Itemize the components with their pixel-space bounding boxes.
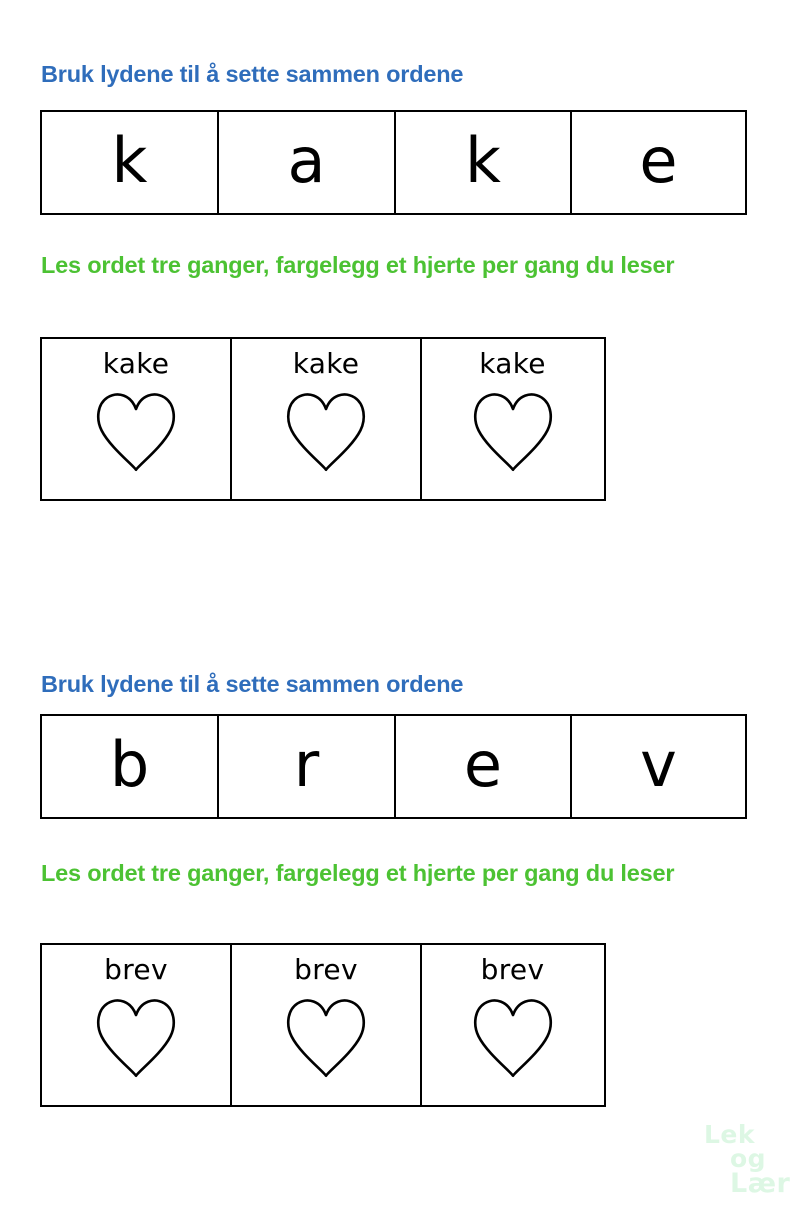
letter-cell[interactable]: r bbox=[219, 716, 396, 817]
heart-icon[interactable] bbox=[285, 996, 367, 1080]
exercise-1-letter-strip bbox=[40, 110, 747, 215]
word-heart-cell[interactable] bbox=[42, 945, 232, 1105]
heart-icon[interactable] bbox=[472, 996, 554, 1080]
word-label: brev bbox=[294, 953, 358, 986]
letter-cell[interactable]: e bbox=[396, 716, 572, 817]
heart-icon[interactable] bbox=[95, 390, 177, 474]
letter-cell[interactable]: k bbox=[42, 112, 219, 213]
heart-icon[interactable] bbox=[472, 390, 554, 474]
exercise-1-green-heading: Les ordet tre ganger, fargelegg et hjerte per gang du leser bbox=[41, 252, 675, 278]
letter-cell[interactable]: k bbox=[396, 112, 572, 213]
exercise-2-letter-strip bbox=[40, 714, 747, 819]
word-heart-cell[interactable] bbox=[422, 339, 603, 499]
word-label: kake bbox=[102, 347, 170, 380]
exercise-2-blue-heading: Bruk lydene til å sette sammen ordene bbox=[41, 671, 464, 697]
exercise-2-word-strip bbox=[40, 943, 606, 1107]
logo-line-3: Lær bbox=[730, 1168, 791, 1199]
word-heart-cell[interactable] bbox=[422, 945, 603, 1105]
word-label: brev bbox=[480, 953, 545, 986]
word-heart-cell[interactable] bbox=[42, 339, 232, 499]
letter-cell[interactable]: e bbox=[639, 123, 678, 197]
logo-line-1: Lek bbox=[704, 1120, 756, 1149]
heart-icon[interactable] bbox=[95, 996, 177, 1080]
word-label: brev bbox=[104, 953, 168, 986]
letter-cell[interactable]: a bbox=[219, 112, 396, 213]
exercise-1-blue-heading: Bruk lydene til å sette sammen ordene bbox=[41, 61, 464, 87]
letter-cell[interactable]: b bbox=[42, 716, 219, 817]
word-label: kake bbox=[292, 347, 360, 380]
exercise-1-word-strip bbox=[40, 337, 606, 501]
word-heart-cell[interactable] bbox=[232, 339, 422, 499]
word-label: kake bbox=[479, 347, 546, 380]
heart-icon[interactable] bbox=[285, 390, 367, 474]
letter-cell[interactable]: v bbox=[640, 727, 677, 801]
logo-line-2: og bbox=[730, 1144, 767, 1173]
lek-og-laer-watermark-logo bbox=[700, 1122, 800, 1206]
exercise-2-green-heading: Les ordet tre ganger, fargelegg et hjerte per gang du leser bbox=[41, 860, 675, 886]
word-heart-cell[interactable] bbox=[232, 945, 422, 1105]
